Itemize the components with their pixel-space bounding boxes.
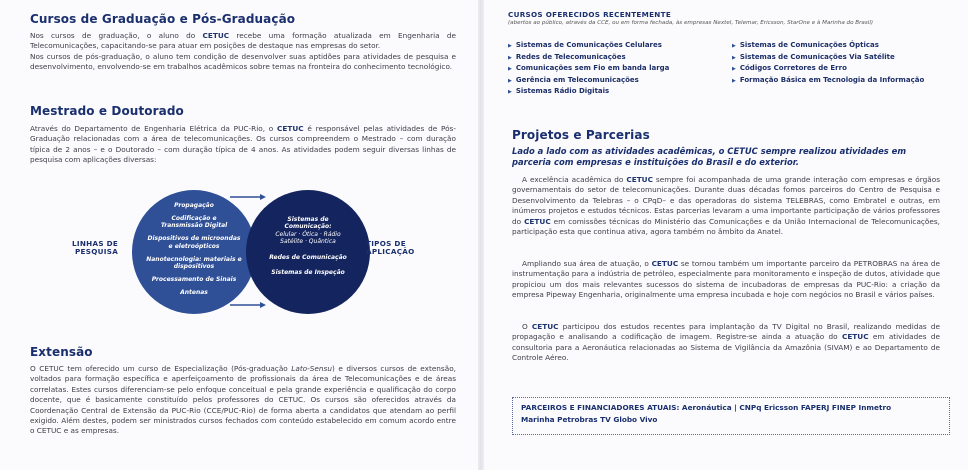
bullet-icon: ▶ [732, 54, 736, 61]
partners-list-2: Marinha Petrobras TV Globo Vivo [521, 415, 658, 424]
bullet-icon: ▶ [732, 43, 736, 49]
partners-box [512, 397, 950, 435]
masters-heading: Mestrado e Doutorado [30, 104, 184, 118]
bullet-icon: ▶ [508, 43, 512, 49]
projects-paragraph-3: O CETUC participou dos estudos recentes para implantação da TV Digital no Brasil, realizando medidas de propagação e analisando a codificação de imagem. Registre-se ainda a atuação do CETUC em atividades de consultoria para a Aeronáutica relacionadas ao Sistema de Vigilância da Amazônia (SIVAM) e ao Departamento de Controle Aéreo. [512, 322, 940, 363]
recent-courses-title: CURSOS OFERECIDOS RECENTEMENTE [508, 10, 672, 19]
course-item: ▶ Códigos Corretores de Erro [732, 64, 847, 72]
course-item: ▶ Sistemas de Comunicações Via Satélite [732, 52, 895, 61]
extension-heading: Extensão [30, 345, 93, 359]
courses-column-1 [508, 40, 669, 98]
course-item: ▶ Comunicações sem Fio em banda larga [508, 64, 670, 72]
research-item: Dispositivos de microondas e eletroópticos [147, 235, 241, 250]
graduation-paragraph-2: Nos cursos de pós-graduação, o aluno tem condição de desenvolver suas aptidões para atividades de pesquisa e desenvolvimento, envolvendo-se em trabalhos acadêmicos sobre temas na fronteira do conhecimento tecnológico. [30, 52, 456, 72]
course-item: ▶ Redes de Telecomunicações [508, 52, 626, 61]
course-item: ▶ Sistemas de Comunicações Ópticas [732, 41, 879, 49]
research-item: Antenas [180, 289, 208, 297]
graduation-paragraph-1: Nos cursos de graduação, o aluno do CETUC recebe uma formação atualizada em Engenharia de Telecomunicações, capacitando-se para atuar em posições de destaque nas empresas do setor. [30, 31, 456, 51]
bullet-icon: ▶ [508, 66, 512, 72]
course-item: ▶ Gerência em Telecomunicações [508, 75, 639, 84]
research-lines-label: LINHAS DE PESQUISA [72, 239, 119, 257]
research-item: Propagação [174, 202, 214, 209]
course-item: ▶ Formação Básica em Tecnologia da Informação [732, 75, 925, 84]
partners-label: PARCEIROS E FINANCIADORES ATUAIS: [521, 403, 680, 412]
bullet-icon: ▶ [508, 77, 512, 84]
extension-paragraph: O CETUC tem oferecido um curso de Especialização (Pós-graduação Lato-Sensu) e diversos cursos de extensão, voltados para formação específica e aperfeiçoamento de profissionais da área de Telecomunicações e de áreas correlatas. Estes cursos diferenciam-se pelo enfoque conceitual e pela grande experiência e qualificação do corpo docente, que é basicamente constituído pelos professores do CETUC. Os cursos são oferecidos através da Coordenação Central de Extensão da PUC-Rio (CCE/PUC-Rio) de forma aberta a candidatos que atendam ao perfil exigido. Além destes, podem ser ministrados cursos fechados com conteúdo estabelecido em comum acordo entre o CETUC e as empresas. [30, 364, 456, 436]
application-item: Sistemas de Comunicação: Celular · Ótica · Rádio Satélite · Quântica [275, 216, 341, 246]
projects-paragraph-1: A excelência acadêmica do CETUC sempre foi acompanhada de uma grande interação com empresas e órgãos governamentais do setor de telecomunicações. Durante duas décadas fomos parceiros do Centro de Pesquisa e Desenvolvimento da Telebras – o CPqD– e das operadoras do sistema TELEBRAS, como Embratel e outras, em inúmeros projetos e estudos técnicos. Estas parcerias levaram a uma importante participação de vários professores do CETUC em comissões técnicas do Ministério das Comunicações e da União Internacional de Telecomunicações, participação esta que continua ativa, agora também no âmbito da Anatel. [512, 175, 940, 237]
courses-column-2 [732, 40, 924, 86]
application-types-label: TIPOS DE APLICAÇÃO [366, 239, 415, 257]
research-lines-circle [132, 190, 256, 314]
application-item: Sistemas de Inspeção [271, 269, 345, 277]
research-item: Codificação e Transmissão Digital [160, 215, 228, 230]
bullet-icon: ▶ [732, 77, 736, 84]
application-item: Redes de Comunicação [269, 253, 347, 261]
bullet-icon: ▶ [732, 66, 736, 72]
recent-courses-header [508, 10, 948, 26]
masters-paragraph: Através do Departamento de Engenharia Elétrica da PUC-Rio, o CETUC é responsável pelas atividades de Pós-Graduação relacionadas com a área de telecomunicações. Os cursos compreendem o Mestrado – com duração típica de 2 anos – e o Doutorado – com duração típica de 4 anos. As atividades podem seguir diversas linhas de pesquisa com aplicações diversas: [30, 124, 456, 165]
research-diagram [60, 190, 460, 318]
partners-list-1: Aeronáutica | CNPq Ericsson FAPERJ FINEP Inmetro [681, 403, 892, 412]
left-page [0, 0, 478, 470]
course-item: ▶ Sistemas Rádio Digitais [508, 87, 610, 95]
right-page [484, 0, 968, 470]
bullet-icon: ▶ [508, 54, 512, 61]
recent-courses-note: (abertos ao público, através da CCE, ou em forma fechada, às empresas Nextel, Telemar, Ericsson, StarOne e à Marinha do Brasil) [508, 20, 874, 26]
projects-heading: Projetos e Parcerias [512, 128, 650, 142]
application-types-circle [246, 190, 370, 314]
research-item: Processamento de Sinais [151, 276, 237, 284]
arrow-right-icon [230, 194, 266, 200]
bullet-icon: ▶ [508, 89, 512, 95]
research-item: Nanotecnologia: materiais e dispositivos [146, 255, 242, 271]
course-item: ▶ Sistemas de Comunicações Celulares [508, 41, 662, 49]
arrow-right-icon [230, 302, 266, 308]
projects-lead: Lado a lado com as atividades acadêmicas, o CETUC sempre realizou atividades em parceria com empresas e instituições do Brasil e do exterior. [512, 146, 907, 168]
graduation-heading: Cursos de Graduação e Pós-Graduação [30, 12, 296, 26]
projects-paragraph-2: Ampliando sua área de atuação, o CETUC se tornou também um importante parceiro da PETROBRAS na área de instrumentação para a indústria de petróleo, especialmente para monitoramento e inspeção de dutos, atividade que propiciou um dos mais relevantes sucessos do sistema de incubadoras de empresas da PUC-Rio: a criação da empresa Pipeway Engenharia, originalmente uma empresa incubada e hoje com negócios no Brasil e vários países. [512, 259, 940, 300]
